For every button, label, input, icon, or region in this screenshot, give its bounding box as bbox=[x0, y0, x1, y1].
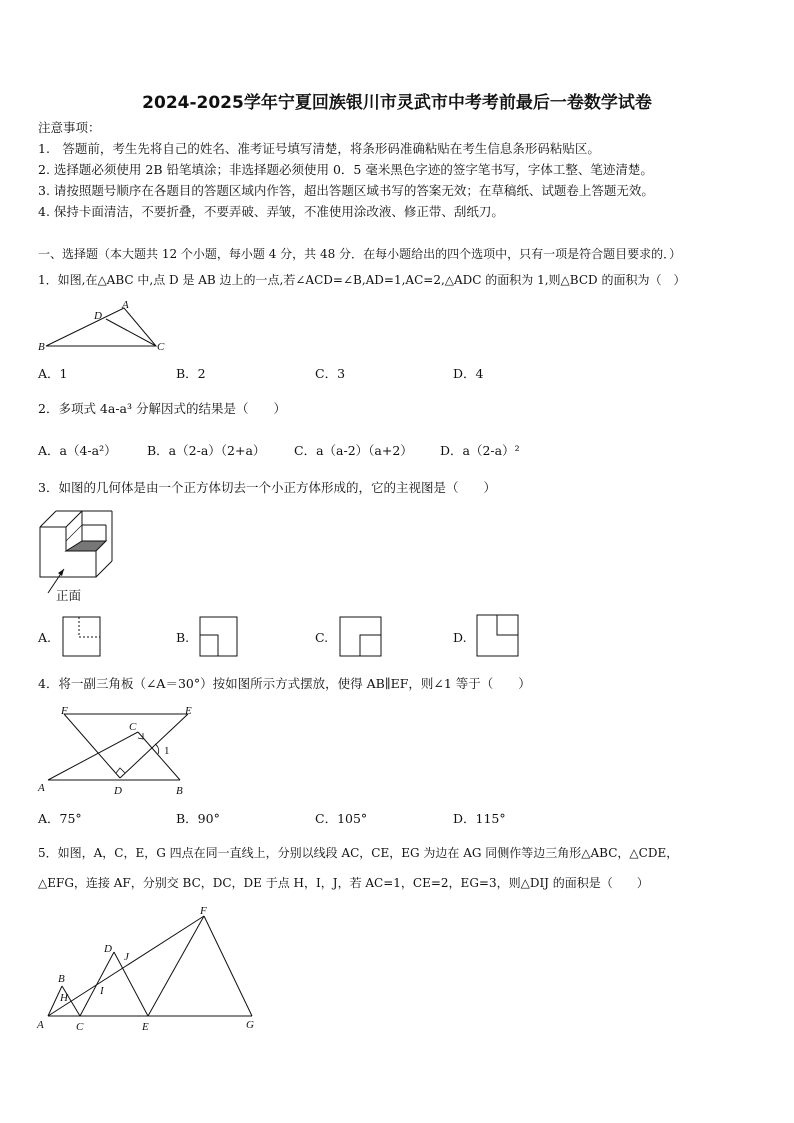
q5-label-f: F bbox=[200, 905, 207, 917]
q5-label-b: B bbox=[58, 973, 65, 985]
q4-label-e: E bbox=[185, 705, 192, 717]
q1-label-b: B bbox=[38, 341, 45, 353]
q4-label-b: B bbox=[176, 785, 183, 797]
q3-option-c-view[interactable] bbox=[339, 616, 383, 658]
q3-front-label: 正面 bbox=[56, 588, 82, 603]
q4-option-c[interactable]: C．105° bbox=[315, 811, 368, 826]
q3-option-a[interactable]: A. bbox=[38, 630, 52, 645]
q1-triangle-figure bbox=[36, 298, 176, 354]
q3-option-a-view[interactable] bbox=[62, 616, 102, 658]
q2-option-c[interactable]: C．a（a-2）（a+2） bbox=[294, 443, 413, 458]
q1-label-d: D bbox=[94, 310, 102, 322]
q1-option-b[interactable]: B．2 bbox=[176, 366, 206, 381]
q3-option-d-view[interactable] bbox=[476, 614, 520, 658]
q4-set-squares-figure bbox=[34, 702, 204, 798]
page-title: 2024-2025学年宁夏回族银川市灵武市中考考前最后一卷数学试卷 bbox=[142, 93, 652, 113]
q2-option-d[interactable]: D．a（2-a）² bbox=[440, 443, 520, 458]
notice-item-1: 1. 答题前，考生先将自己的姓名、准考证号填写清楚，将条形码准确粘贴在考生信息条形码粘贴区。 bbox=[38, 141, 600, 156]
q1-option-d[interactable]: D．4 bbox=[453, 366, 484, 381]
q4-stem: 4．将一副三角板（∠A＝30°）按如图所示方式摆放，使得 AB∥EF，则∠1 等于（ ） bbox=[38, 676, 531, 691]
q1-label-a: A bbox=[122, 299, 129, 311]
q1-option-a[interactable]: A．1 bbox=[38, 366, 68, 381]
q4-option-b[interactable]: B．90° bbox=[176, 811, 220, 826]
notice-item-3: 3. 请按照题号顺序在各题目的答题区域内作答，超出答题区域书写的答案无效；在草稿纸、试题卷上答题无效。 bbox=[38, 183, 654, 198]
q1-label-c: C bbox=[157, 341, 165, 353]
q4-label-a: A bbox=[38, 782, 45, 794]
notice-item-4: 4. 保持卡面清洁，不要折叠，不要弄破、弄皱，不准使用涂改液、修正带、刮纸刀。 bbox=[38, 204, 504, 219]
q5-stem-line2: △EFG，连接 AF，分别交 BC，DC，DE 于点 H，I，J，若 AC=1，CE=2，EG=3，则△DIJ 的面积是（ ） bbox=[38, 876, 649, 890]
notice-heading: 注意事项： bbox=[38, 120, 101, 135]
q5-label-i: I bbox=[100, 985, 104, 997]
q3-option-b[interactable]: B. bbox=[176, 630, 190, 645]
q2-option-a[interactable]: A．a（4-a²） bbox=[38, 443, 117, 458]
q5-label-a: A bbox=[37, 1019, 44, 1031]
q4-label-c: C bbox=[129, 721, 137, 733]
q5-label-d: D bbox=[104, 943, 112, 955]
q3-option-d[interactable]: D. bbox=[453, 630, 467, 645]
q4-option-d[interactable]: D．115° bbox=[453, 811, 506, 826]
q5-label-e: E bbox=[142, 1021, 149, 1033]
q2-option-b[interactable]: B．a（2-a）（2+a） bbox=[147, 443, 266, 458]
q5-triangles-figure bbox=[34, 900, 264, 1036]
section-heading: 一、选择题（本大题共 12 个小题，每小题 4 分，共 48 分．在每小题给出的四个选项中，只有一项是符合题目要求的．） bbox=[38, 247, 682, 261]
q4-option-a[interactable]: A．75° bbox=[38, 811, 82, 826]
q5-label-g: G bbox=[246, 1019, 254, 1031]
q5-label-j: J bbox=[124, 951, 129, 963]
q4-label-d: D bbox=[114, 785, 122, 797]
q5-label-h: H bbox=[60, 992, 68, 1004]
q5-label-c: C bbox=[76, 1021, 84, 1033]
q2-stem: 2．多项式 4a-a³ 分解因式的结果是（ ） bbox=[38, 401, 286, 416]
q3-stem: 3．如图的几何体是由一个正方体切去一个小正方体形成的，它的主视图是（ ） bbox=[38, 480, 496, 495]
q3-option-b-view[interactable] bbox=[199, 616, 239, 658]
q1-stem: 1．如图,在△ABC 中,点 D 是 AB 边上的一点,若∠ACD=∠B,AD=1,AC=2,△ADC 的面积为 1,则△BCD 的面积为（ ） bbox=[38, 273, 686, 287]
q1-option-c[interactable]: C．3 bbox=[315, 366, 346, 381]
notice-item-2: 2. 选择题必须使用 2B 铅笔填涂；非选择题必须使用 0．5 毫米黑色字迹的签字笔书写，字体工整、笔迹清楚。 bbox=[38, 162, 653, 177]
q4-label-1: 1 bbox=[164, 745, 170, 757]
q4-label-f: F bbox=[61, 705, 68, 717]
q3-option-c[interactable]: C. bbox=[315, 630, 329, 645]
q5-stem-line1: 5．如图，A，C，E，G 四点在同一直线上，分别以线段 AC，CE，EG 为边在 AG 同侧作等边三角形△ABC，△CDE， bbox=[38, 846, 679, 860]
